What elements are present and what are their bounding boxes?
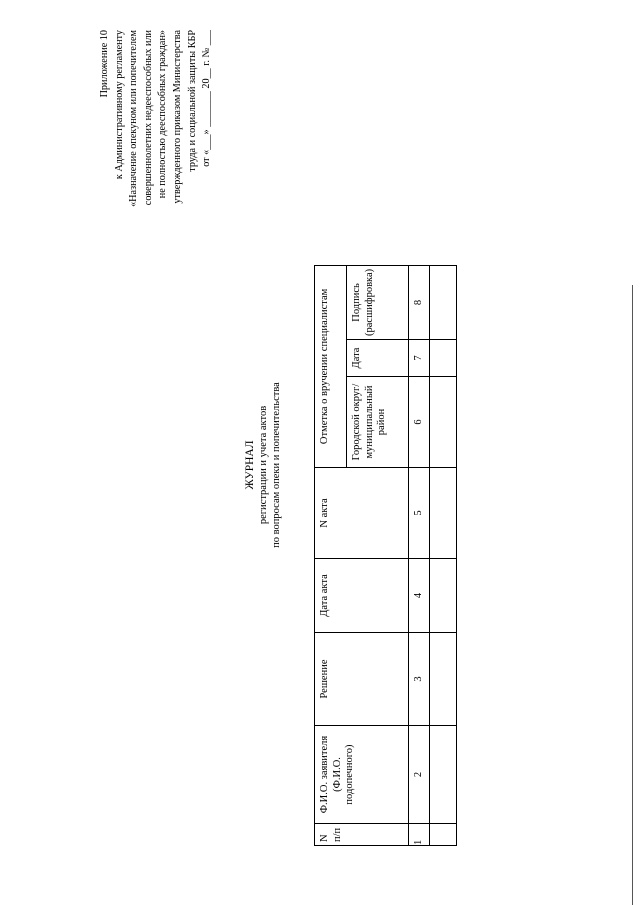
column-number: 7 xyxy=(409,340,430,377)
appendix-header xyxy=(98,30,215,225)
appendix-line: Приложение 10 xyxy=(99,30,110,98)
header-decision: Решение xyxy=(315,633,409,726)
header-act-date: Дата акта xyxy=(315,559,409,633)
column-number: 2 xyxy=(409,726,430,824)
header-district: Городской округ/муниципальный район xyxy=(347,377,409,468)
table-cell xyxy=(430,265,457,339)
title-subtitle: регистрации и учета актов xyxy=(258,405,269,525)
appendix-line: от «___» _______ 20__ г. № ___ xyxy=(201,30,213,167)
table-cell xyxy=(430,726,457,824)
title-subtitle-2: по вопросам опеки и попечительства xyxy=(271,382,282,548)
column-number: 6 xyxy=(409,377,430,468)
column-number: 1 xyxy=(409,824,430,846)
appendix-line: утвержденного приказом Министерства xyxy=(171,30,183,204)
appendix-line: труда и социальной защиты КБР xyxy=(186,30,198,172)
header-num: N п/п xyxy=(315,824,409,846)
document-title xyxy=(244,275,283,655)
table-cell xyxy=(430,377,457,468)
table-cell xyxy=(430,633,457,726)
column-number: 3 xyxy=(409,633,430,726)
column-number: 8 xyxy=(409,265,430,339)
appendix-line: не полностью дееспособных граждан» xyxy=(157,30,169,199)
header-delivery-mark: Отметка о вручении специалистам xyxy=(315,265,347,467)
column-number: 5 xyxy=(409,468,430,559)
appendix-line: к Административному регламенту xyxy=(113,30,125,180)
column-number: 4 xyxy=(409,559,430,633)
table-row xyxy=(430,265,457,845)
table-cell xyxy=(430,468,457,559)
header-fio: Ф.И.О. заявителя (Ф.И.О. подопечного) xyxy=(315,726,409,824)
appendix-line: совершеннолетних недееспособных или xyxy=(142,30,154,206)
header-date: Дата xyxy=(347,340,409,377)
header-signature: Подпись (расшифровка) xyxy=(347,265,409,339)
table-cell xyxy=(430,559,457,633)
title-journal: ЖУРНАЛ xyxy=(244,440,256,490)
page-edge-rule xyxy=(632,285,633,905)
journal-table xyxy=(314,265,457,846)
table-cell xyxy=(430,340,457,377)
header-act-number: N акта xyxy=(315,468,409,559)
table-cell xyxy=(430,824,457,846)
appendix-line: «Назначение опекуном или попечителем xyxy=(128,30,140,207)
